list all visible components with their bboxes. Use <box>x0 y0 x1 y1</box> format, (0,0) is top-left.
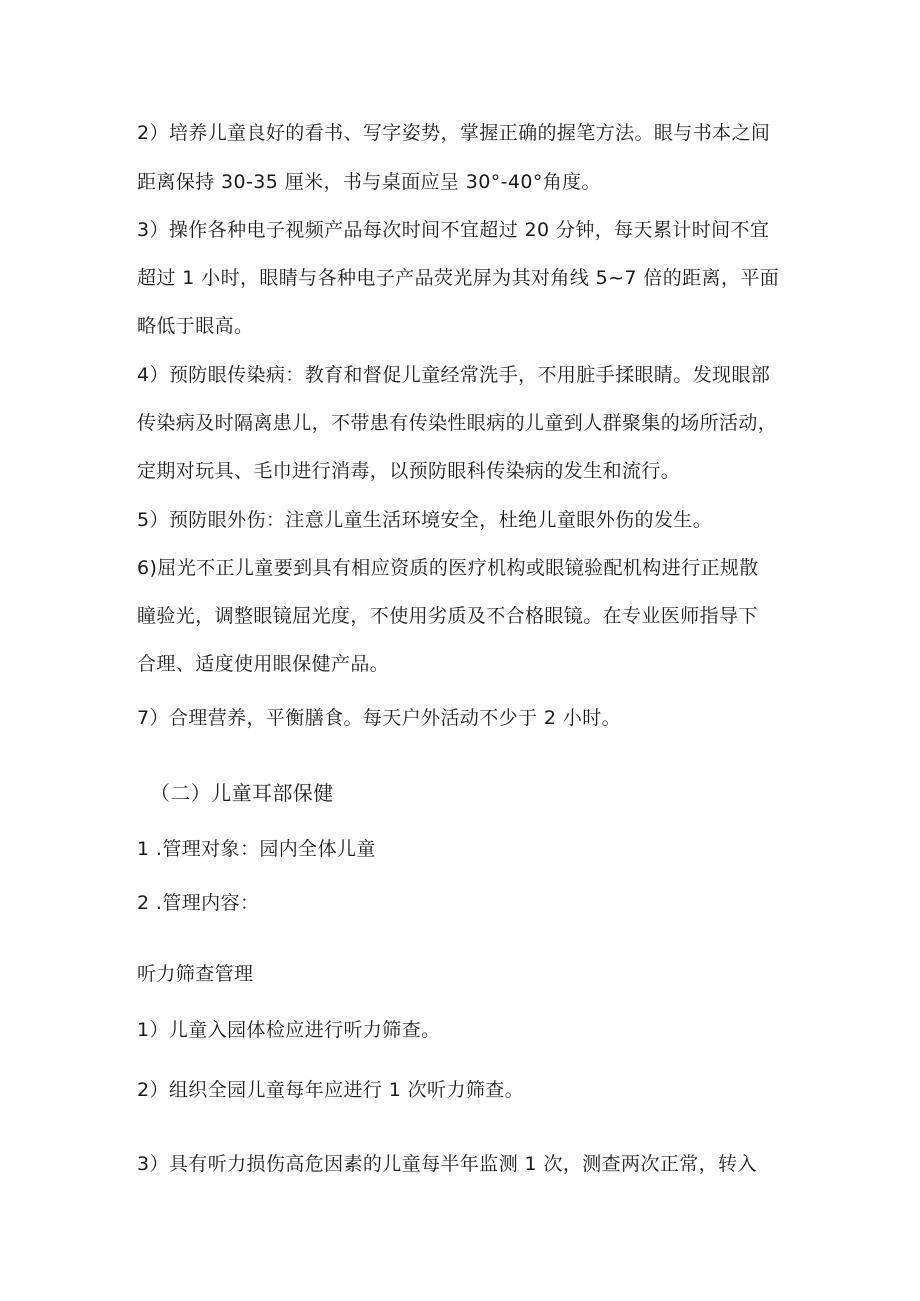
item-management-content: 2 .管理内容： <box>137 892 260 914</box>
screening-item-2: 2）组织全园儿童每年应进行 1 次听力筛查。 <box>137 1079 525 1101</box>
section-heading-ear-care: （二）儿童耳部保健 <box>150 781 334 805</box>
paragraph-7-line-1: 7）合理营养，平衡膳食。每天户外活动不少于 2 小时。 <box>137 707 622 729</box>
paragraph-6-line-1: 6)屈光不正儿童要到具有相应资质的医疗机构或眼镜验配机构进行正规散 <box>137 557 759 579</box>
paragraph-5-line-1: 5）预防眼外伤：注意儿童生活环境安全，杜绝儿童眼外伤的发生。 <box>137 509 713 531</box>
paragraph-4-line-3: 定期对玩具、毛巾进行消毒，以预防眼科传染病的发生和流行。 <box>137 460 681 482</box>
paragraph-4-line-1: 4）预防眼传染病：教育和督促儿童经常洗手，不用脏手揉眼睛。发现眼部 <box>137 364 771 386</box>
paragraph-6-line-2: 瞳验光，调整眼镜屈光度，不使用劣质及不合格眼镜。在专业医师指导下 <box>137 605 758 627</box>
screening-item-1: 1）儿童入园体检应进行听力筛查。 <box>137 1019 441 1041</box>
paragraph-3-line-3: 略低于眼高。 <box>137 315 254 337</box>
paragraph-2-line-1: 2）培养儿童良好的看书、写字姿势，掌握正确的握笔方法。眼与书本之间 <box>137 122 771 144</box>
paragraph-3-line-1: 3）操作各种电子视频产品每次时间不宜超过 20 分钟，每天累计时间不宜 <box>137 219 770 241</box>
paragraph-4-line-2: 传染病及时隔离患儿，不带患有传染性眼病的儿童到人群聚集的场所活动， <box>137 412 778 434</box>
paragraph-6-line-3: 合理、适度使用眼保健产品。 <box>137 653 390 675</box>
item-management-target: 1 .管理对象：园内全体儿童 <box>137 838 376 860</box>
paragraph-3-line-2: 超过 1 小时，眼睛与各种电子产品荧光屏为其对角线 5~7 倍的距离，平面 <box>137 267 780 289</box>
screening-item-3: 3）具有听力损伤高危因素的儿童每半年监测 1 次，测查两次正常，转入 <box>137 1153 757 1175</box>
subheading-hearing-screening: 听力筛查管理 <box>137 963 254 985</box>
paragraph-2-line-2: 距离保持 30-35 厘米，书与桌面应呈 30°-40°角度。 <box>137 171 601 193</box>
